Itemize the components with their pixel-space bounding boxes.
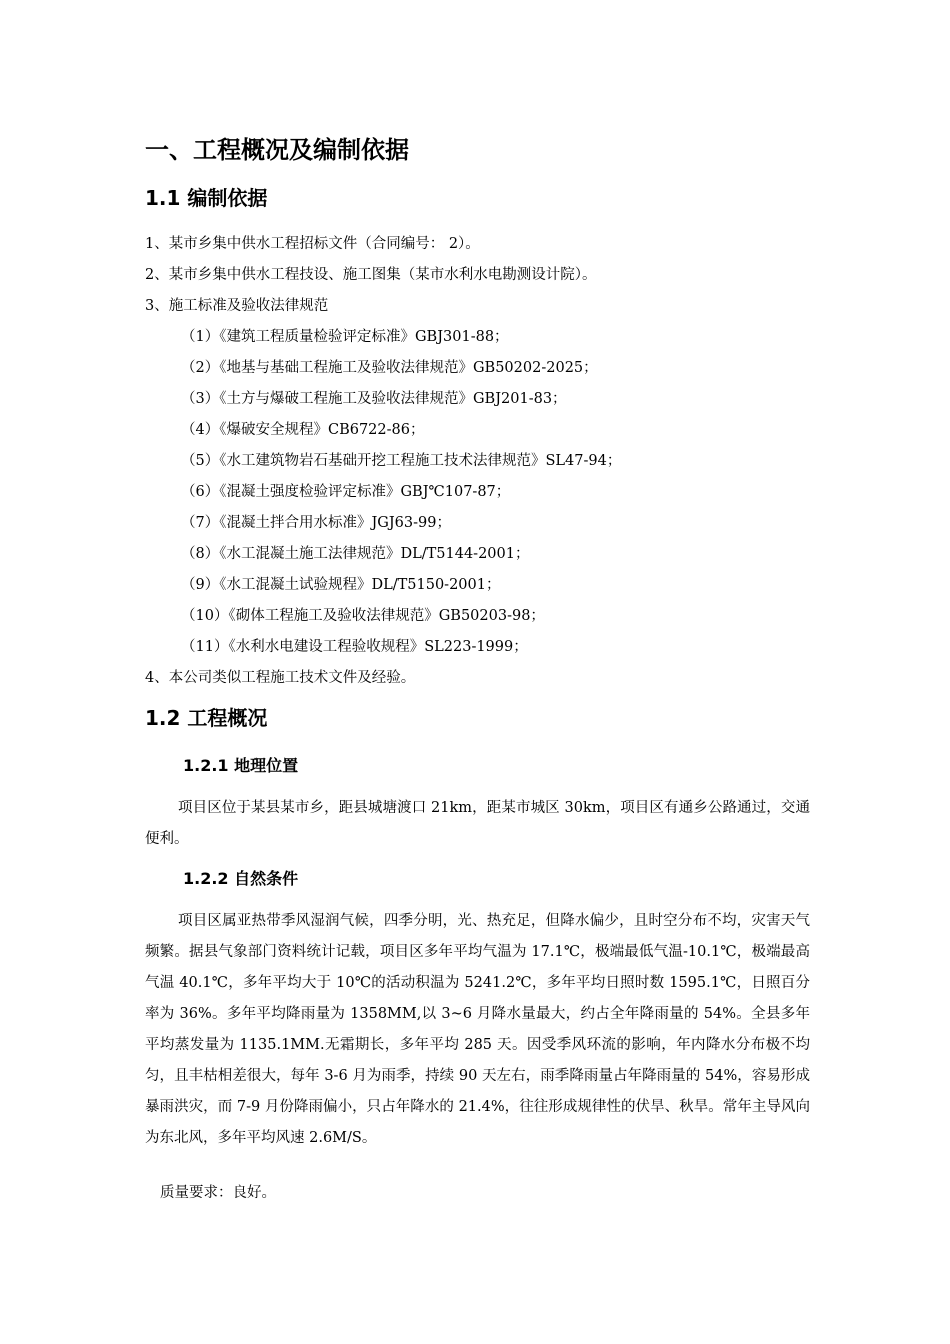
- quality-requirement: 质量要求：良好。: [160, 1185, 276, 1201]
- standard-item: （5）《水工建筑物岩石基础开挖工程施工技术法律规范》SL47-94；: [181, 453, 622, 469]
- basis-item: 2、某市乡集中供水工程技设、施工图集（某市水利水电勘测设计院）。: [145, 267, 597, 283]
- basis-item: 4、本公司类似工程施工技术文件及经验。: [145, 670, 416, 686]
- standard-item: （2）《地基与基础工程施工及验收法律规范》GB50202-2025；: [181, 360, 598, 376]
- basis-heading: 1.1 编制依据: [145, 186, 268, 210]
- section-title: 一、工程概况及编制依据: [145, 136, 409, 164]
- standard-item: （10）《砌体工程施工及验收法律规范》GB50203-98；: [181, 608, 545, 624]
- basis-item: 3、施工标准及验收法律规范: [145, 298, 329, 314]
- standard-item: （4）《爆破安全规程》CB6722-86；: [181, 422, 425, 438]
- overview-heading: 1.2 工程概况: [145, 706, 268, 730]
- standard-item: （6）《混凝土强度检验评定标准》GBJ℃107-87；: [181, 484, 511, 500]
- natural-conditions-heading: 1.2.2 自然条件: [183, 869, 299, 888]
- standard-item: （3）《土方与爆破工程施工及验收法律规范》GBJ201-83；: [181, 391, 567, 407]
- standard-item: （1）《建筑工程质量检验评定标准》GBJ301-88；: [181, 329, 509, 345]
- standard-item: （9）《水工混凝土试验规程》DL/T5150-2001；: [181, 577, 501, 593]
- basis-list: [145, 229, 815, 694]
- location-paragraph: 项目区位于某县某市乡，距县城塘渡口 21km，距某市城区 30km，项目区有通乡公路通过，交通便利。: [145, 800, 810, 847]
- natural-conditions-paragraph: 项目区属亚热带季风湿润气候，四季分明，光、热充足，但降水偏少，且时空分布不均，灾害天气频繁。据县气象部门资料统计记载，项目区多年平均气温为 17.1℃，极端最低气温-10.1℃，极端最高气温 40.1℃，多年平均大于 10℃的活动积温为 5241.2℃，多年平均日照时数 1595.1℃，日照百分率为 36%。多年平均降雨量为 1358MM,以 3~6 月降水量最大，约占全年降雨量的 54%。全县多年平均蒸发量为 1135.1MM.无霜期长，多年平均 285 天。因受季风环流的影响，年内降水分布极不均匀，且丰枯相差很大，每年 3-6 月为雨季，持续 90 天左右，雨季降雨量占年降雨量的 54%，容易形成暴雨洪灾，而 7-9 月份降雨偏小，只占年降水的 21.4%，往往形成规律性的伏旱、秋旱。常年主导风向为东北风，多年平均风速 2.6M/S。: [145, 913, 810, 1146]
- standard-item: （11）《水利水电建设工程验收规程》SL223-1999；: [181, 639, 528, 655]
- standard-item: （7）《混凝土拌合用水标准》JGJ63-99；: [181, 515, 451, 531]
- basis-item: 1、某市乡集中供水工程招标文件（合同编号： 2）。: [145, 236, 480, 252]
- location-heading: 1.2.1 地理位置: [183, 756, 299, 775]
- standard-item: （8）《水工混凝土施工法律规范》DL/T5144-2001；: [181, 546, 530, 562]
